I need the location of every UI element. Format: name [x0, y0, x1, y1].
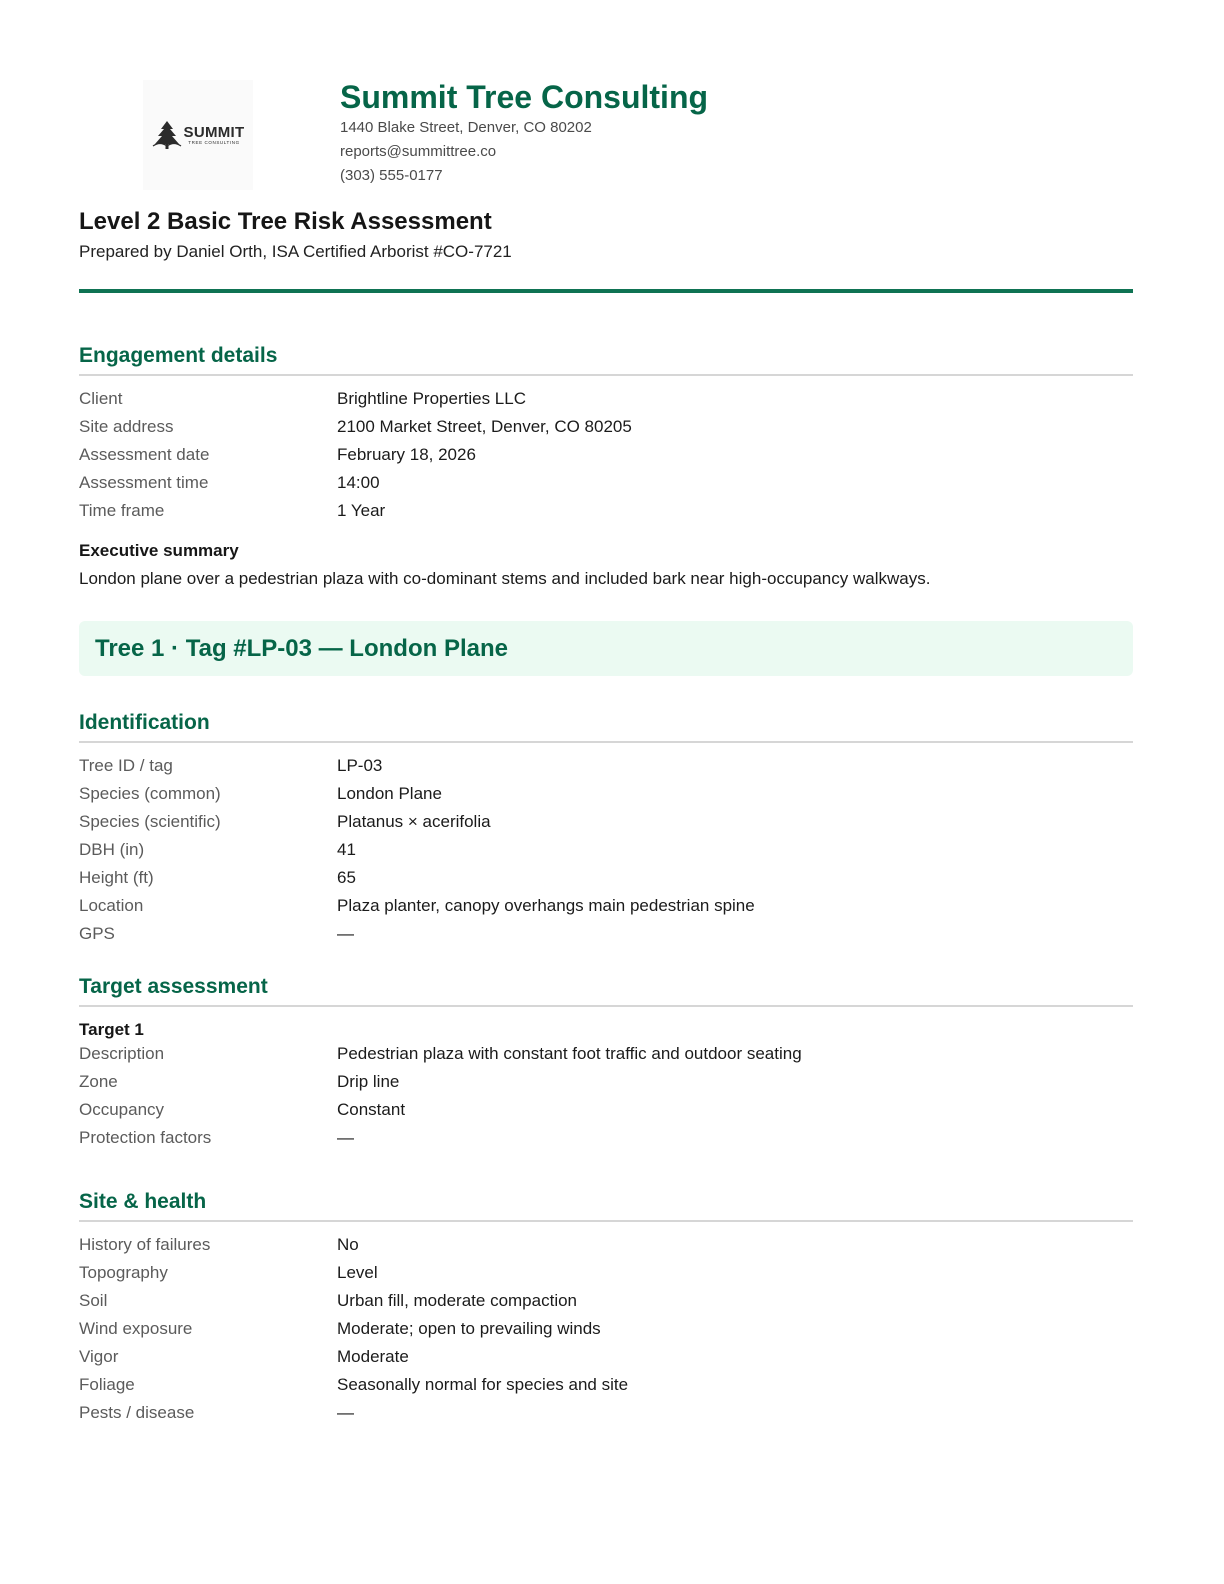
detail-row-topography	[79, 1259, 1133, 1287]
detail-value: Urban fill, moderate compaction	[337, 1291, 578, 1310]
detail-label: Species (scientific)	[79, 812, 221, 831]
detail-value: Seasonally normal for species and site	[337, 1375, 629, 1394]
identification-list	[79, 752, 1133, 948]
detail-row-description	[79, 1040, 1133, 1068]
detail-row-occupancy	[79, 1096, 1133, 1124]
detail-label: Foliage	[79, 1375, 135, 1394]
detail-value: LP-03	[337, 756, 383, 775]
detail-value: —	[337, 1128, 354, 1147]
detail-label: Description	[79, 1044, 165, 1063]
executive-summary-text: London plane over a pedestrian plaza with co-dominant stems and included bark near high-occupancy walkways.	[79, 569, 931, 588]
detail-label: Topography	[79, 1263, 168, 1282]
detail-value: 2100 Market Street, Denver, CO 80205	[337, 417, 632, 436]
detail-value: 1 Year	[337, 501, 386, 520]
detail-row-soil	[79, 1287, 1133, 1315]
detail-label: History of failures	[79, 1235, 211, 1254]
detail-label: Pests / disease	[79, 1403, 195, 1422]
company-name: Summit Tree Consulting	[340, 79, 709, 115]
detail-row-height	[79, 864, 1133, 892]
company-info	[340, 78, 708, 188]
detail-value: 14:00	[337, 473, 380, 492]
detail-label: Assessment date	[79, 445, 210, 464]
detail-value: London Plane	[337, 784, 442, 803]
detail-label: Vigor	[79, 1347, 119, 1366]
detail-row-client	[79, 385, 1133, 413]
detail-row-protection-factors	[79, 1124, 1133, 1152]
pine-tree-icon	[152, 119, 182, 151]
section-heading-identification: Identification	[79, 711, 1133, 743]
detail-value: —	[337, 924, 354, 943]
detail-row-tree-id	[79, 752, 1133, 780]
detail-value: Pedestrian plaza with constant foot traffic and outdoor seating	[337, 1044, 802, 1063]
detail-value: Platanus × acerifolia	[337, 812, 491, 831]
section-heading-site-health: Site & health	[79, 1190, 1133, 1222]
detail-value: 65	[337, 868, 356, 887]
header-divider	[79, 289, 1133, 293]
detail-label: Species (common)	[79, 784, 221, 803]
executive-summary-heading: Executive summary	[79, 541, 239, 560]
logo-wordmark: SUMMIT	[183, 123, 245, 141]
detail-value: Constant	[337, 1100, 406, 1119]
report-title: Level 2 Basic Tree Risk Assessment	[79, 208, 492, 235]
detail-label: Zone	[79, 1072, 118, 1091]
letterhead	[79, 0, 1133, 200]
company-logo	[143, 80, 253, 190]
detail-label: Tree ID / tag	[79, 756, 173, 775]
tree-banner-title: Tree 1 · Tag #LP-03 — London Plane	[95, 634, 508, 662]
detail-row-dbh	[79, 836, 1133, 864]
detail-row-location	[79, 892, 1133, 920]
detail-value: Moderate; open to prevailing winds	[337, 1319, 601, 1338]
report-prepared-by: Prepared by Daniel Orth, ISA Certified Arborist #CO-7721	[79, 242, 512, 261]
detail-label: GPS	[79, 924, 115, 943]
target-label: Target 1	[79, 1020, 144, 1039]
section-heading-target: Target assessment	[79, 975, 1133, 1007]
detail-label: Protection factors	[79, 1128, 212, 1147]
detail-value: Level	[337, 1263, 378, 1282]
company-phone: (303) 555-0177	[340, 167, 443, 184]
detail-value: February 18, 2026	[337, 445, 476, 464]
detail-label: Occupancy	[79, 1100, 165, 1119]
detail-row-pests-disease	[79, 1399, 1133, 1427]
detail-label: Time frame	[79, 501, 165, 520]
site-health-list	[79, 1231, 1133, 1427]
engagement-details-list	[79, 385, 1133, 525]
detail-row-species-common	[79, 780, 1133, 808]
detail-row-assessment-time	[79, 469, 1133, 497]
detail-value: —	[337, 1403, 354, 1422]
detail-label: DBH (in)	[79, 840, 145, 859]
detail-value: No	[337, 1235, 359, 1254]
detail-row-history-of-failures	[79, 1231, 1133, 1259]
detail-row-gps	[79, 920, 1133, 948]
target-list	[79, 1040, 1133, 1152]
company-email: reports@summittree.co	[340, 143, 497, 160]
detail-row-zone	[79, 1068, 1133, 1096]
detail-row-species-scientific	[79, 808, 1133, 836]
detail-value: 41	[337, 840, 356, 859]
detail-label: Location	[79, 896, 144, 915]
detail-value: Brightline Properties LLC	[337, 389, 526, 408]
detail-row-assessment-date	[79, 441, 1133, 469]
detail-label: Wind exposure	[79, 1319, 193, 1338]
detail-label: Soil	[79, 1291, 108, 1310]
logo-tagline: TREE CONSULTING	[188, 139, 240, 145]
detail-row-site-address	[79, 413, 1133, 441]
detail-row-foliage	[79, 1371, 1133, 1399]
detail-row-time-frame	[79, 497, 1133, 525]
detail-label: Client	[79, 389, 123, 408]
detail-row-wind-exposure	[79, 1315, 1133, 1343]
detail-row-vigor	[79, 1343, 1133, 1371]
section-heading-engagement: Engagement details	[79, 344, 1133, 376]
company-address: 1440 Blake Street, Denver, CO 80202	[340, 119, 592, 136]
detail-label: Site address	[79, 417, 174, 436]
detail-label: Height (ft)	[79, 868, 154, 887]
tree-banner	[79, 621, 1133, 676]
detail-value: Plaza planter, canopy overhangs main pedestrian spine	[337, 896, 755, 915]
detail-value: Drip line	[337, 1072, 400, 1091]
detail-label: Assessment time	[79, 473, 209, 492]
report-page	[79, 0, 1133, 1422]
detail-value: Moderate	[337, 1347, 409, 1366]
